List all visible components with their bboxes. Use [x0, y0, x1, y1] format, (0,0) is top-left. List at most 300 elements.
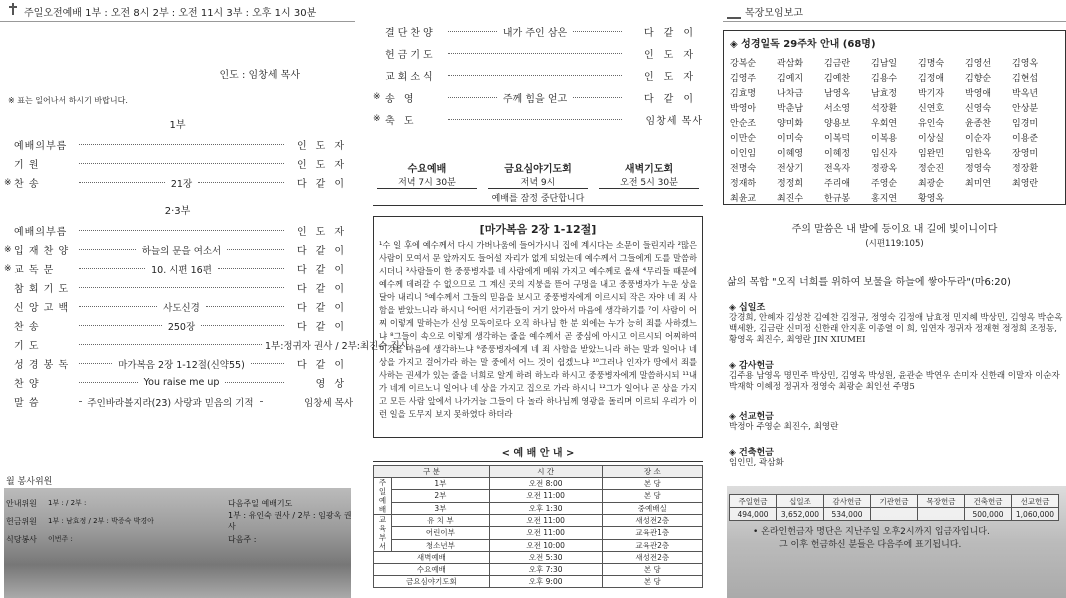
reader-name: 이순자: [965, 134, 992, 144]
dots-left: [448, 75, 622, 76]
guide-cell: 청소년부: [392, 539, 490, 551]
offering-note: • 온라인헌금자 명단은 지난주일 오후2시까지 입금자입니다.: [753, 527, 990, 537]
totals-value: 534,000: [824, 508, 871, 521]
offering-totals-table: [729, 494, 1059, 521]
order-item-name: 찬 양: [14, 379, 40, 390]
guide-row: [374, 564, 703, 576]
report-title: 목장모임보고: [745, 8, 803, 19]
order-item-name: 찬 송: [14, 179, 40, 190]
order-item-leader: 다같이: [297, 322, 353, 333]
reader-name: 이혜영: [777, 149, 804, 159]
order-item-leader: 인도자: [644, 49, 703, 61]
guide-row: [374, 478, 703, 490]
reader-name: 윤종찬: [965, 119, 992, 129]
order-item-leader: 인도자: [644, 71, 703, 83]
stand-mark: ※: [4, 177, 12, 188]
totals-header: 십일조: [777, 495, 824, 508]
dot-leader: [445, 24, 625, 39]
dot-leader: [76, 319, 287, 333]
guide-cell: 금요심야기도회: [374, 576, 490, 588]
offering-notes: [753, 526, 990, 552]
order-item-name: 신 앙 고 백: [14, 303, 70, 314]
volunteer-role: 안내위원: [6, 498, 37, 508]
reader-name: 김금란: [824, 59, 851, 69]
dots-left: [79, 382, 138, 383]
scripture-text: ¹수 일 후에 예수께서 다시 가버나움에 들어가시니 집에 계시다는 소문이 들린지라 ²많은 사람이 모여서 문 앞까지도 들어설 자리가 없게 되었는데 예수께서 그들에게 도를 말씀하시더니 ³사람들이 한 중풍병자를 네 사람에게 메워 가지고 예수께로 올새 ⁴무리들 때문에 예수께 데려갈 수 없으므로 그 계신 곳의 지붕을 뜯어 구멍을 내고 중풍병자가 누운 상을 달아 내리니 ⁵예수께서 그들의 믿음을 보시고 중풍병자에게 이르시되 작은 자야 네 죄 사함을 받았느니라 하시니 ⁶어떤 서기관들이 거기 앉아서 마음에 생각하기를 ⁷이 사람이 어찌 이렇게 말하는가 신성 모독이로다 오직 하나님 한 분 외에는 누가 능히 죄를 사하겠느냐 ⁸그들이 속으로 이렇게 생각하는 줄을 예수께서 곧 중심에 아시고 이르시되 어찌하여 이것을 마음에 생각하느냐 ⁹중풍병자에게 네 죄 사함을 받았느니라 하는 말과 일어나 네 상을 가지고 걸어가라 하는 말 중에서 어느 것이 쉽겠느냐 ¹⁰그러나 인자가 땅에서 죄를 사하는 권세가 있는 줄을 너희로 알게 하려 하노라 하시고 중풍병자에게 말씀하시되 ¹¹내가 네게 이르노니 일어나 네 상을 가지고 집으로 가라 하시니 ¹²그가 일어나 곧 상을 가지고 모든 사람 앞에서 나가거늘 그들이 다 놀라 하나님께 영광을 돌리며 이르되 우리가 이런 일을 도무지 보지 못하였다 하더라: [379, 240, 697, 419]
guide-cell: 본 당: [602, 576, 702, 588]
dot-leader: [76, 144, 287, 145]
guide-group: 주일예배: [374, 478, 392, 515]
guide-cell: 새성전2층: [602, 552, 702, 564]
offering-names: 김주용 남영옥 명민주 박상민, 김영옥 박성원, 윤관순 박연우 손미자 신한래 이말자 이순자 박재학 이혜정 정귀자 정영숙 최광순 최인선 주명5: [729, 371, 1060, 392]
totals-value: [918, 508, 965, 521]
guide-cell: 2부: [392, 490, 490, 502]
guide-row: [374, 490, 703, 502]
totals-header-row: [730, 495, 1059, 508]
dot-leader: [76, 262, 287, 276]
order-item-name: 참 회 기 도: [14, 284, 70, 295]
service-time: 저녁 9시: [488, 175, 588, 189]
guide-cell: 1부: [392, 478, 490, 490]
order-item-leader: 1부:정귀자 권사 / 2부:최진수 집사: [265, 340, 409, 352]
service-block: [599, 160, 699, 189]
offering-group: [723, 358, 1066, 393]
reader-name: 김향순: [965, 74, 992, 84]
guide-cell: 오후 9:00: [489, 576, 602, 588]
dots-right: [218, 268, 284, 269]
order-item-name: 찬 송: [14, 322, 40, 333]
guide-cell: 교육관1층: [602, 527, 702, 539]
reader-name: 정장환: [1012, 164, 1039, 174]
verse-ref: (시편119:105): [865, 239, 924, 249]
dots-left: [79, 230, 284, 231]
order-item-name: 기 도: [14, 341, 40, 352]
volunteer-prayer: 다음주일 예배기도: [228, 498, 293, 508]
panel1-header: [0, 0, 355, 22]
p23-row: [0, 373, 355, 392]
totals-header: 목장헌금: [918, 495, 965, 508]
reader-name: 서소영: [824, 104, 851, 114]
order-item-detail: 주인바라볼지라(23) 사랑과 믿음의 기적: [87, 397, 254, 409]
reader-name: 김영주: [730, 74, 757, 84]
volunteer-role: 식당봉사: [6, 534, 37, 544]
reader-name: 석장환: [871, 104, 898, 114]
dots-left: [79, 363, 112, 364]
totals-value: 1,060,000: [1012, 508, 1059, 521]
dots-right: [206, 306, 284, 307]
order-item-leader: 다같이: [644, 93, 703, 105]
p23-row: [0, 392, 355, 411]
scripture-panel: [373, 0, 703, 598]
order-item-name: 예배의부름: [14, 141, 68, 152]
dots-left: [448, 97, 497, 98]
reader-names: [730, 56, 1059, 204]
order-item-leader: 다같이: [297, 179, 353, 190]
reader-name: 임경미: [1012, 119, 1039, 129]
p23-row: [0, 335, 409, 354]
order-item-leader: 다같이: [297, 303, 353, 314]
totals-value: 494,000: [730, 508, 777, 521]
guide-row: [374, 552, 703, 564]
order-item-leader: 인도자: [297, 141, 353, 152]
offering-names: 박정아 주영순 최진수, 최영란: [729, 422, 839, 432]
reader-name: 전상기: [777, 164, 804, 174]
part23-order: [0, 221, 409, 411]
guide-title: < 예 배 안 내 >: [373, 444, 703, 462]
totals-header: 건축헌금: [965, 495, 1012, 508]
reader-name: 김용수: [871, 74, 898, 84]
order-item-leader: 다같이: [644, 27, 703, 39]
reader-name: 이만순: [730, 134, 757, 144]
reader-name: 주영순: [871, 179, 898, 189]
order-item-leader: 다같이: [297, 265, 353, 276]
reader-name: 우회연: [871, 119, 898, 129]
dot-leader: [445, 119, 625, 120]
service-block: [377, 160, 477, 189]
totals-value: [871, 508, 918, 521]
reader-name: 황영옥: [918, 194, 945, 204]
guide-row: [374, 539, 703, 551]
order-item-detail: 마가복음 2장 1-12절(신약55): [118, 359, 245, 371]
p2-row: [373, 64, 703, 86]
dot-leader: [76, 344, 265, 345]
offering-lists: [723, 300, 1066, 469]
pause-notice: 예배를 잠정 중단합니다: [373, 191, 703, 206]
reader-name: 신영숙: [965, 104, 992, 114]
guide-cell: 어린이부: [392, 527, 490, 539]
part23-title: 2·3부: [164, 206, 191, 217]
dots-left: [79, 306, 157, 307]
dots-left: [79, 144, 284, 145]
scripture-box: [373, 216, 703, 438]
volunteer-role: 헌금위원: [6, 516, 37, 526]
volunteer-prayer: 1부 : 유인숙 권사 / 2부 : 임광옥 권사: [228, 511, 352, 531]
reader-name: 전명숙: [730, 164, 757, 174]
dots-left: [448, 53, 622, 54]
reader-name: 임신자: [871, 149, 898, 159]
totals-value-row: [730, 508, 1059, 521]
order-item-name: 예배의부름: [14, 227, 68, 238]
guide-cell: 본 당: [602, 564, 702, 576]
dots-left: [79, 268, 145, 269]
order-item-name: 말 씀: [14, 398, 40, 409]
dot-leader: [76, 287, 287, 288]
order-item-detail: 사도신경: [163, 302, 200, 314]
p2-row: [373, 86, 703, 108]
reader-name: 박영아: [730, 104, 757, 114]
guide-cell: 3부: [392, 502, 490, 514]
p1-row: [0, 173, 355, 192]
reader-name: 김남일: [871, 59, 898, 69]
closing-order: [373, 20, 703, 130]
dots-left: [79, 182, 165, 183]
order-item-detail: 하늘의 문을 여소서: [141, 245, 222, 257]
service-name: 금요심야기도회: [504, 164, 572, 175]
offering-note: 그 이후 헌금하신 분들은 다음주에 표기됩니다.: [779, 540, 962, 550]
dots-right: [573, 97, 622, 98]
order-item-name: 결단찬양: [385, 27, 436, 39]
guide-cell: 오후 1:30: [489, 502, 602, 514]
order-item-leader: 다같이: [297, 360, 353, 371]
reader-name: 김예지: [777, 74, 804, 84]
part1-order: [0, 135, 355, 192]
volunteer-names: 이번주 :: [48, 535, 73, 543]
dot-leader: [445, 75, 625, 76]
guide-cell: 새벽예배: [374, 552, 490, 564]
p23-row: [0, 297, 355, 316]
reader-name: 정순진: [918, 164, 945, 174]
order-item-name: 헌금기도: [385, 49, 436, 61]
dots-left: [79, 401, 81, 402]
guide-row: [374, 527, 703, 539]
bible-reading-box: [723, 30, 1066, 249]
cross-icon: [6, 3, 20, 19]
reader-name: 임한옥: [965, 149, 992, 159]
worship-guide-table: [373, 465, 703, 588]
reader-name: 이복덕: [824, 134, 851, 144]
order-item-name: 입 재 찬 양: [14, 246, 70, 257]
reader-name: 김예찬: [824, 74, 851, 84]
reader-name: 임완민: [918, 149, 945, 159]
reader-name: 한규봉: [824, 194, 851, 204]
volunteer-row: [6, 512, 356, 530]
guide-header: 시 간: [489, 466, 602, 478]
order-item-detail: 10. 시편 16편: [151, 264, 212, 276]
service-time: 저녁 7시 30분: [377, 175, 477, 189]
offering-names: 강경희, 안혜자 김성찬 김예찬 김정규, 정영숙 김정애 남효정 민지혜 박상민, 김영옥 박순옥 백세환, 김금란 신미정 신한래 안지훈 이종열 이 희, 임연자 정귀자 정재현 정정희 조정동, 황영옥 최진수, 최영란 JIN XIUMEI: [729, 313, 1063, 345]
dots-left: [79, 249, 136, 250]
standing-note: ※ 표는 일어나서 하시기 바랍니다.: [8, 96, 128, 105]
guide-row: [374, 515, 703, 527]
weekday-services: [373, 160, 703, 189]
p1-row: [0, 154, 355, 173]
service-name: 수요예배: [407, 164, 447, 175]
reader-name: 이용준: [1012, 134, 1039, 144]
worship-times: 주일오전예배 1부 : 오전 8시 2부 : 오전 11시 3부 : 오후 1시 30분: [24, 8, 317, 19]
dot-leader: [445, 53, 625, 54]
guide-cell: 중예배실: [602, 502, 702, 514]
reader-name: 김효명: [730, 89, 757, 99]
order-item-name: 기 원: [14, 160, 40, 171]
stand-mark: ※: [4, 244, 12, 255]
guide-cell: 오전 11:00: [489, 527, 602, 539]
dot-leader: [76, 300, 287, 314]
guide-cell: 본 당: [602, 490, 702, 502]
reader-name: 이복용: [871, 134, 898, 144]
volunteer-title: 월 봉사위원: [6, 477, 53, 487]
reader-name: 박옥년: [1012, 89, 1039, 99]
reader-name: 정영숙: [965, 164, 992, 174]
order-item-leader: 영상: [315, 379, 353, 390]
dot-leader: [76, 176, 287, 190]
totals-header: 주일헌금: [730, 495, 777, 508]
reader-name: 홍지연: [871, 194, 898, 204]
guide-cell: 오후 7:30: [489, 564, 602, 576]
part1-title: 1부: [169, 120, 186, 131]
reader-name: 안상분: [1012, 104, 1039, 114]
panel3-header: [723, 0, 1066, 22]
guide-cell: 교육관2층: [602, 539, 702, 551]
reader-name: 강복순: [730, 59, 757, 69]
reader-name: 이미숙: [777, 134, 804, 144]
dots-right: [251, 363, 284, 364]
reader-name: 김영옥: [1012, 59, 1039, 69]
order-item-name: 송 영: [385, 93, 417, 105]
dots-left: [79, 325, 162, 326]
service-name: 새벽기도회: [624, 164, 674, 175]
offering-title: ◈ 건축헌금: [729, 448, 774, 458]
scripture-title: [마가복음 2장 1-12절]: [479, 223, 597, 236]
order-item-name: 교 독 문: [14, 265, 55, 276]
guide-header: 구 분: [374, 466, 490, 478]
offering-title: ◈ 감사헌금: [729, 361, 774, 371]
service-time: 오전 5시 30분: [599, 175, 699, 189]
reader-name: 박춘남: [777, 104, 804, 114]
offering-group: [723, 445, 1066, 469]
reader-name: 이상실: [918, 134, 945, 144]
offering-group: [723, 300, 1066, 346]
reader-name: 이인임: [730, 149, 757, 159]
dots-right: [225, 382, 284, 383]
reader-name: 박영애: [965, 89, 992, 99]
reader-name: 양용보: [824, 119, 851, 129]
volunteer-names: 1부 : 남효정 / 2부 : 박증숙 박경아: [48, 517, 154, 525]
reader-name: 최영란: [1012, 179, 1039, 189]
order-item-detail: 내가 주인 삼은: [502, 27, 568, 39]
offering-group: [723, 409, 1066, 433]
reader-name: 정재하: [730, 179, 757, 189]
reader-name: 정광옥: [871, 164, 898, 174]
dots-right: [198, 182, 284, 183]
dot-leader: [76, 243, 287, 257]
order-item-detail: You raise me up: [143, 377, 220, 388]
order-item-leader: 임창세 목사: [304, 397, 353, 409]
church-icon: [727, 3, 741, 19]
p2-row: [373, 42, 703, 64]
order-item-leader: 임창세 목사: [645, 115, 703, 127]
reader-name: 최미연: [965, 179, 992, 189]
reader-name: 주리애: [824, 179, 851, 189]
reader-name: 전옥자: [824, 164, 851, 174]
dots-right: [573, 31, 622, 32]
stand-mark: ※: [373, 92, 381, 102]
order-item-name: 교회소식: [385, 71, 436, 83]
dots-right: [227, 249, 284, 250]
p1-row: [0, 135, 355, 154]
reader-name: 곽삼화: [777, 59, 804, 69]
reader-name: 박기자: [918, 89, 945, 99]
reader-name: 최진수: [777, 194, 804, 204]
reader-name: 유인숙: [918, 119, 945, 129]
reader-name: 김현섭: [1012, 74, 1039, 84]
offering-title: ◈ 십일조: [729, 303, 766, 313]
stand-mark: ※: [373, 114, 381, 124]
reader-name: 안순조: [730, 119, 757, 129]
dots-left: [448, 31, 497, 32]
guide-cell: 오전 8:00: [489, 478, 602, 490]
guide-cell: 오전 5:30: [489, 552, 602, 564]
dots-left: [79, 163, 284, 164]
dot-leader: [76, 357, 287, 371]
order-item-leader: 다같이: [297, 246, 353, 257]
guide-row: [374, 576, 703, 588]
totals-header: 감사헌금: [824, 495, 871, 508]
dot-leader: [76, 163, 287, 164]
guide-cell: 유 치 부: [392, 515, 490, 527]
offering-names: 임인민, 곽삼화: [729, 458, 784, 468]
totals-header: 기관헌금: [871, 495, 918, 508]
p23-row: [0, 259, 355, 278]
p2-row: [373, 20, 703, 42]
guide-cell: 새성전2층: [602, 515, 702, 527]
dots-left: [448, 119, 622, 120]
dot-leader: [76, 230, 287, 231]
reader-name: 나차금: [777, 89, 804, 99]
leader: 인도 : 임창세 목사: [219, 70, 300, 81]
volunteer-row: [6, 530, 356, 548]
order-item-name: 축 도: [385, 115, 417, 127]
reader-name: 김정애: [918, 74, 945, 84]
order-item-name: 성 경 봉 독: [14, 360, 70, 371]
reader-name: 양미화: [777, 119, 804, 129]
dot-leader: [76, 395, 265, 409]
guide-cell: 본 당: [602, 478, 702, 490]
verse: 주의 말씀은 내 발에 등이요 내 길에 빛이니이다: [791, 224, 998, 235]
order-item-detail: 주께 힘을 얻고: [502, 93, 568, 105]
dots-left: [79, 344, 262, 345]
order-item-leader: 인도자: [297, 227, 353, 238]
reader-name: 최윤교: [730, 194, 757, 204]
guide-header-row: [374, 466, 703, 478]
guide-group: 교육부서: [374, 515, 392, 552]
totals-value: 500,000: [965, 508, 1012, 521]
p23-row: [0, 240, 355, 259]
totals-header: 선교헌금: [1012, 495, 1059, 508]
offering-title: ◈ 선교헌금: [729, 412, 774, 422]
dots-right: [201, 325, 284, 326]
guide-cell: 오전 11:00: [489, 490, 602, 502]
bible-reading-title: ◈ 성경일독 29주차 안내 (68명): [730, 39, 876, 50]
dot-leader: [76, 377, 287, 388]
service-block: [488, 160, 588, 189]
report-panel: [723, 0, 1066, 598]
stand-mark: ※: [4, 263, 12, 274]
guide-row: [374, 502, 703, 514]
dot-leader: [445, 90, 625, 105]
reader-name: 김명숙: [918, 59, 945, 69]
reader-name: 최광순: [918, 179, 945, 189]
guide-cell: 오전 10:00: [489, 539, 602, 551]
p23-row: [0, 278, 355, 297]
totals-value: 3,652,000: [777, 508, 824, 521]
reader-name: 장영미: [1012, 149, 1039, 159]
order-item-leader: 다같이: [297, 284, 353, 295]
guide-header: 장 소: [602, 466, 702, 478]
p23-row: [0, 316, 355, 335]
volunteer-table: [6, 494, 356, 548]
volunteer-prayer: 다음주 :: [228, 534, 257, 544]
reader-name: 남효정: [871, 89, 898, 99]
guide-cell: 오전 11:00: [489, 515, 602, 527]
order-item-detail: 250장: [167, 321, 196, 333]
order-item-detail: 21장: [170, 178, 193, 190]
reader-name: 신연호: [918, 104, 945, 114]
order-item-leader: 인도자: [297, 160, 353, 171]
p23-row: [0, 221, 355, 240]
p23-row: [0, 354, 355, 373]
life-title: 삶의 목합 "오직 너희를 위하여 보물을 하늘에 쌓아두라"(마6:20): [727, 277, 1011, 288]
reader-name: 김영선: [965, 59, 992, 69]
